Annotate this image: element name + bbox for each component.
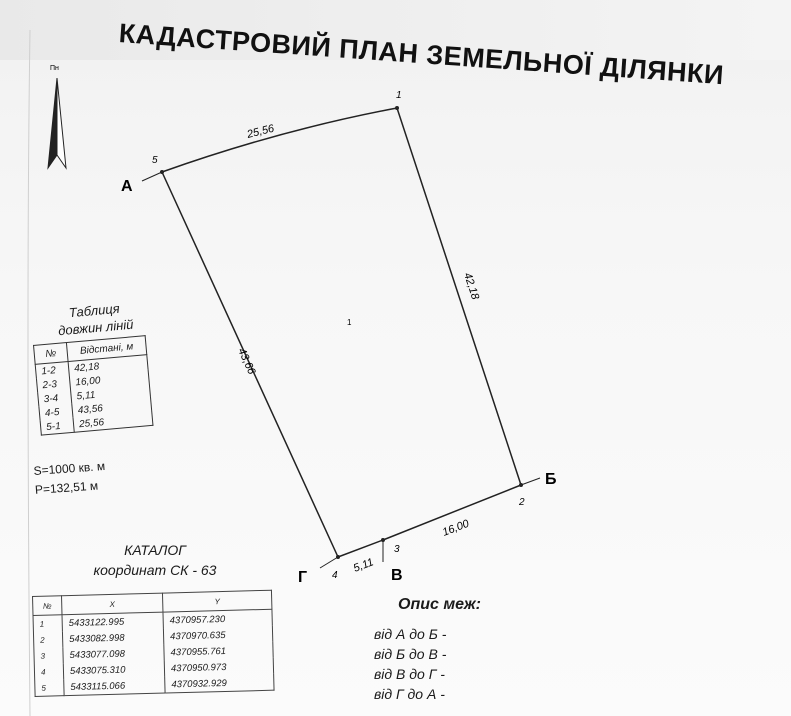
list-item: від Б до В - xyxy=(374,646,447,662)
edge-length-2-3: 16,00 xyxy=(440,517,471,539)
parcel-number: 1 xyxy=(347,318,352,327)
lengths-table xyxy=(33,335,154,436)
lengths-row-value: 43,56 xyxy=(72,397,152,418)
edge-length-3-4: 5,11 xyxy=(351,556,376,575)
edge-length-5-1: 25,56 xyxy=(245,122,276,141)
vertex-letter-b: Б xyxy=(545,471,557,488)
coord-row-num: 4 xyxy=(34,663,63,680)
lengths-row-num: 2-3 xyxy=(36,376,70,393)
list-item: від Г до А - xyxy=(374,686,445,702)
lengths-row-num: 5-1 xyxy=(40,418,74,435)
lengths-row-num: 3-4 xyxy=(38,390,72,407)
north-arrow-icon xyxy=(48,78,66,168)
vertex-3-number: 3 xyxy=(394,544,400,555)
catalog-title-line2: координат СК - 63 xyxy=(93,562,217,578)
bounds-list xyxy=(374,624,446,704)
vertex-letter-a: А xyxy=(121,178,133,195)
coord-col-num: № xyxy=(33,596,62,616)
coord-row-y: 4370955.761 xyxy=(164,642,273,661)
coord-col-x: X xyxy=(62,593,163,615)
page-title: КАДАСТРОВИЙ ПЛАН ЗЕМЕЛЬНОЇ ДІЛЯНКИ xyxy=(117,18,725,91)
vertex-1-number: 1 xyxy=(396,90,402,101)
edge-length-1-2: 42,18 xyxy=(461,271,482,302)
coord-row-num: 5 xyxy=(35,679,64,696)
list-item: від В до Г - xyxy=(374,666,445,682)
leader-a xyxy=(142,172,162,181)
vertex-4-number: 4 xyxy=(332,570,338,581)
vertex-1 xyxy=(395,106,399,110)
bounds-title: Опис меж: xyxy=(398,596,481,613)
vertex-letter-g: Г xyxy=(298,569,308,586)
lengths-row-value: 5,11 xyxy=(71,383,151,404)
coord-row-x: 5433122.995 xyxy=(62,612,163,631)
lengths-row-num: 1-2 xyxy=(35,362,69,379)
lengths-col-dist: Відстані, м xyxy=(66,336,146,362)
leader-g xyxy=(320,557,338,568)
coord-row-num: 3 xyxy=(34,647,63,664)
coord-row-y: 4370970.635 xyxy=(163,626,272,645)
lengths-row-num: 4-5 xyxy=(39,404,73,421)
coord-row-x: 5433115.066 xyxy=(64,677,165,696)
lengths-row-value: 16,00 xyxy=(69,369,149,390)
north-label: Пн xyxy=(50,65,59,72)
catalog-title-line1: КАТАЛОГ xyxy=(124,542,186,558)
catalog-title xyxy=(70,540,240,580)
coord-row-num: 1 xyxy=(33,615,62,632)
area-value: S=1000 кв. м xyxy=(33,459,106,478)
lengths-table-title-line1: Таблиця xyxy=(68,300,121,321)
coord-row-y: 4370957.230 xyxy=(163,609,272,628)
lengths-table-title-line2: довжин ліній xyxy=(57,316,134,339)
edge-3-4 xyxy=(338,540,383,557)
coord-col-y: Y xyxy=(162,590,271,612)
coord-row-x: 5433082.998 xyxy=(62,629,163,648)
vertex-letter-v: В xyxy=(391,567,403,584)
coord-row-x: 5433077.098 xyxy=(63,645,164,664)
lengths-row-value: 25,56 xyxy=(73,411,153,432)
area-perimeter-block xyxy=(33,457,107,500)
edge-5-1 xyxy=(162,108,397,172)
coord-row-y: 4370932.929 xyxy=(165,674,274,693)
edge-length-4-5: 43,66 xyxy=(235,346,258,377)
edge-1-2 xyxy=(397,108,521,485)
vertex-5-number: 5 xyxy=(152,155,158,166)
parcel-boundary xyxy=(160,106,523,559)
coord-row-x: 5433075.310 xyxy=(63,661,164,680)
paper-fold-line xyxy=(28,30,30,716)
perimeter-value: P=132,51 м xyxy=(34,478,99,497)
vertex-2-number: 2 xyxy=(519,497,525,508)
lengths-col-num: № xyxy=(34,343,69,365)
lengths-row-value: 42,18 xyxy=(68,355,148,376)
leader-b xyxy=(521,478,540,485)
list-item: від А до Б - xyxy=(374,626,447,642)
coord-row-num: 2 xyxy=(33,631,62,648)
coord-row-y: 4370950.973 xyxy=(164,658,273,677)
coordinates-table xyxy=(32,590,275,697)
